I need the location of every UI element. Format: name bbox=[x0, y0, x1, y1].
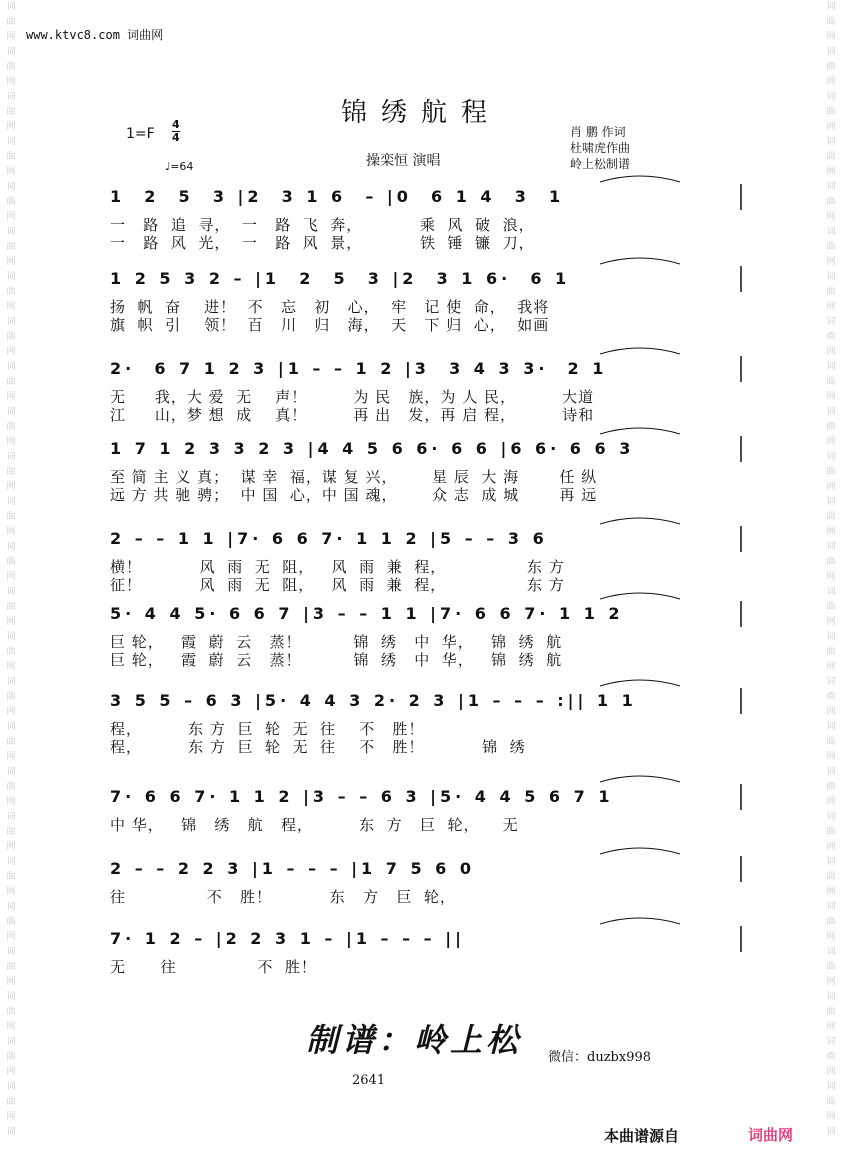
lyric-line: 程， 东 方 巨 轮 无 往 不 胜！ 锦 绣 bbox=[110, 738, 526, 756]
lyric-line: 往 不 胜！ 东 方 巨 轮， bbox=[110, 888, 456, 906]
slur-mark bbox=[600, 258, 680, 264]
lyric-line: 程， 东 方 巨 轮 无 往 不 胜！ bbox=[110, 720, 425, 738]
notation-line: 7· 1 2 – |2 2 3 1 – |1 – – – || bbox=[110, 929, 465, 948]
tempo-mark: ♩=64 bbox=[165, 160, 194, 173]
lyric-line: 至 简 主 义 真； 谋 幸 福，谋 复 兴， 星 辰 大 海 任 纵 bbox=[110, 468, 598, 486]
wechat-id: 微信：duzbx998 bbox=[548, 1050, 652, 1065]
song-title: 锦绣航程 bbox=[340, 98, 501, 128]
lyric-line: 巨 轮， 霞 蔚 云 蒸！ 锦 绣 中 华， 锦 绣 航 bbox=[110, 633, 563, 651]
lyric-line: 中 华， 锦 绣 航 程， 东 方 巨 轮， 无 bbox=[110, 816, 519, 834]
notation-line: 2 – – 1 1 |7· 6 6 7· 1 1 2 |5 – – 3 6 bbox=[110, 529, 548, 548]
notation-line: 1 2 5 3 |2 3 1 6 – |0 6 1 4 3 1 bbox=[110, 187, 565, 206]
lyric-line: 一 路 风 光， 一 路 风 景， 铁 锤 镰 刀， bbox=[110, 234, 535, 252]
slur-mark bbox=[600, 428, 680, 434]
composer: 杜啸虎作曲 bbox=[570, 141, 631, 155]
notation-line: 1 7 1 2 3 3 2 3 |4 4 5 6 6· 6 6 |6 6· 6 6 3 bbox=[110, 439, 635, 458]
notation-line: 1 2 5 3 2 – |1 2 5 3 |2 3 1 6· 6 1 bbox=[110, 269, 571, 288]
notation-line: 3 5 5 – 6 3 |5· 4 4 3 2· 2 3 |1 – – – :|| 1 1 bbox=[110, 691, 637, 710]
lyric-line: 横！ 风 雨 无 阻， 风 雨 兼 程， 东 方 bbox=[110, 558, 565, 576]
lyric-line: 远 方 共 驰 骋； 中 国 心，中 国 魂， 众 志 成 城 再 远 bbox=[110, 486, 598, 504]
lyric-line: 旗 帜 引 领！ 百 川 归 海， 天 下 归 心， 如画 bbox=[110, 316, 550, 334]
notation-line: 7· 6 6 7· 1 1 2 |3 – – 6 3 |5· 4 4 5 6 7 1 bbox=[110, 787, 614, 806]
lyric-line: 一 路 追 寻， 一 路 飞 奔， 乘 风 破 浪， bbox=[110, 216, 535, 234]
side-watermark-right: 词 曲 网 词 曲 网 词 曲 网 词 曲 网 词 曲 网 词 曲 网 词 曲 网 词 曲 网 词 曲 网 词 曲 网 词 曲 网 词 曲 网 词 曲 网 词 曲 网 词 曲 网 词 曲 网 词 曲 网 词 曲 网 词 曲 网 词 曲 网 词 曲 网 词 曲 网 词 曲 网 词 曲 网 词 曲 网 词 bbox=[826, 2, 836, 1137]
lyric-line: 征！ 风 雨 无 阻， 风 雨 兼 程， 东 方 bbox=[110, 576, 565, 594]
lyric-line: 江 山，梦 想 成 真！ 再 出 发，再 启 程， 诗和 bbox=[110, 406, 595, 424]
signature: 制谱：岭上松 bbox=[306, 1021, 523, 1059]
lyricist: 肖 鹏 作词 bbox=[570, 125, 626, 139]
notation-line: 5· 4 4 5· 6 6 7 |3 – – 1 1 |7· 6 6 7· 1 1 2 bbox=[110, 604, 624, 623]
score-number: 2641 bbox=[352, 1073, 386, 1088]
slur-mark bbox=[600, 176, 680, 182]
notation-line: 2 – – 2 2 3 |1 – – – |1 7 5 6 0 bbox=[110, 859, 475, 878]
slur-mark bbox=[600, 776, 680, 782]
slur-mark bbox=[600, 848, 680, 854]
key-signature: 1=F bbox=[126, 126, 155, 142]
lyric-line: 巨 轮， 霞 蔚 云 蒸！ 锦 绣 中 华， 锦 绣 航 bbox=[110, 651, 563, 669]
meter-top: 4 bbox=[172, 118, 180, 131]
lyric-line: 无 往 不 胜！ bbox=[110, 958, 317, 976]
slur-mark bbox=[600, 918, 680, 924]
singer: 操栾恒 演唱 bbox=[366, 153, 441, 169]
meter-bottom: 4 bbox=[172, 131, 180, 144]
site-url[interactable]: www.ktvc8.com 词曲网 bbox=[26, 28, 164, 42]
notation-line: 2· 6 7 1 2 3 |1 – – 1 2 |3 3 4 3 3· 2 1 bbox=[110, 359, 608, 378]
lyric-line: 无 我，大 爱 无 声！ 为 民 族，为 人 民， 大道 bbox=[110, 388, 595, 406]
lyric-line: 扬 帆 奋 进！ 不 忘 初 心， 牢 记 使 命， 我将 bbox=[110, 298, 550, 316]
slur-mark bbox=[600, 348, 680, 354]
slur-mark bbox=[600, 518, 680, 524]
transcriber: 岭上松制谱 bbox=[570, 157, 631, 171]
source-label: 本曲谱源自 bbox=[604, 1127, 680, 1145]
side-watermark-left: 词 曲 网 词 曲 网 词 曲 网 词 曲 网 词 曲 网 词 曲 网 词 曲 网 词 曲 网 词 曲 网 词 曲 网 词 曲 网 词 曲 网 词 曲 网 词 曲 网 词 曲 网 词 曲 网 词 曲 网 词 曲 网 词 曲 网 词 曲 网 词 曲 网 词 曲 网 词 曲 网 词 曲 网 词 曲 网 词 bbox=[6, 2, 16, 1137]
slur-mark bbox=[600, 680, 680, 686]
source-site-link[interactable]: 词曲网 bbox=[748, 1126, 794, 1144]
